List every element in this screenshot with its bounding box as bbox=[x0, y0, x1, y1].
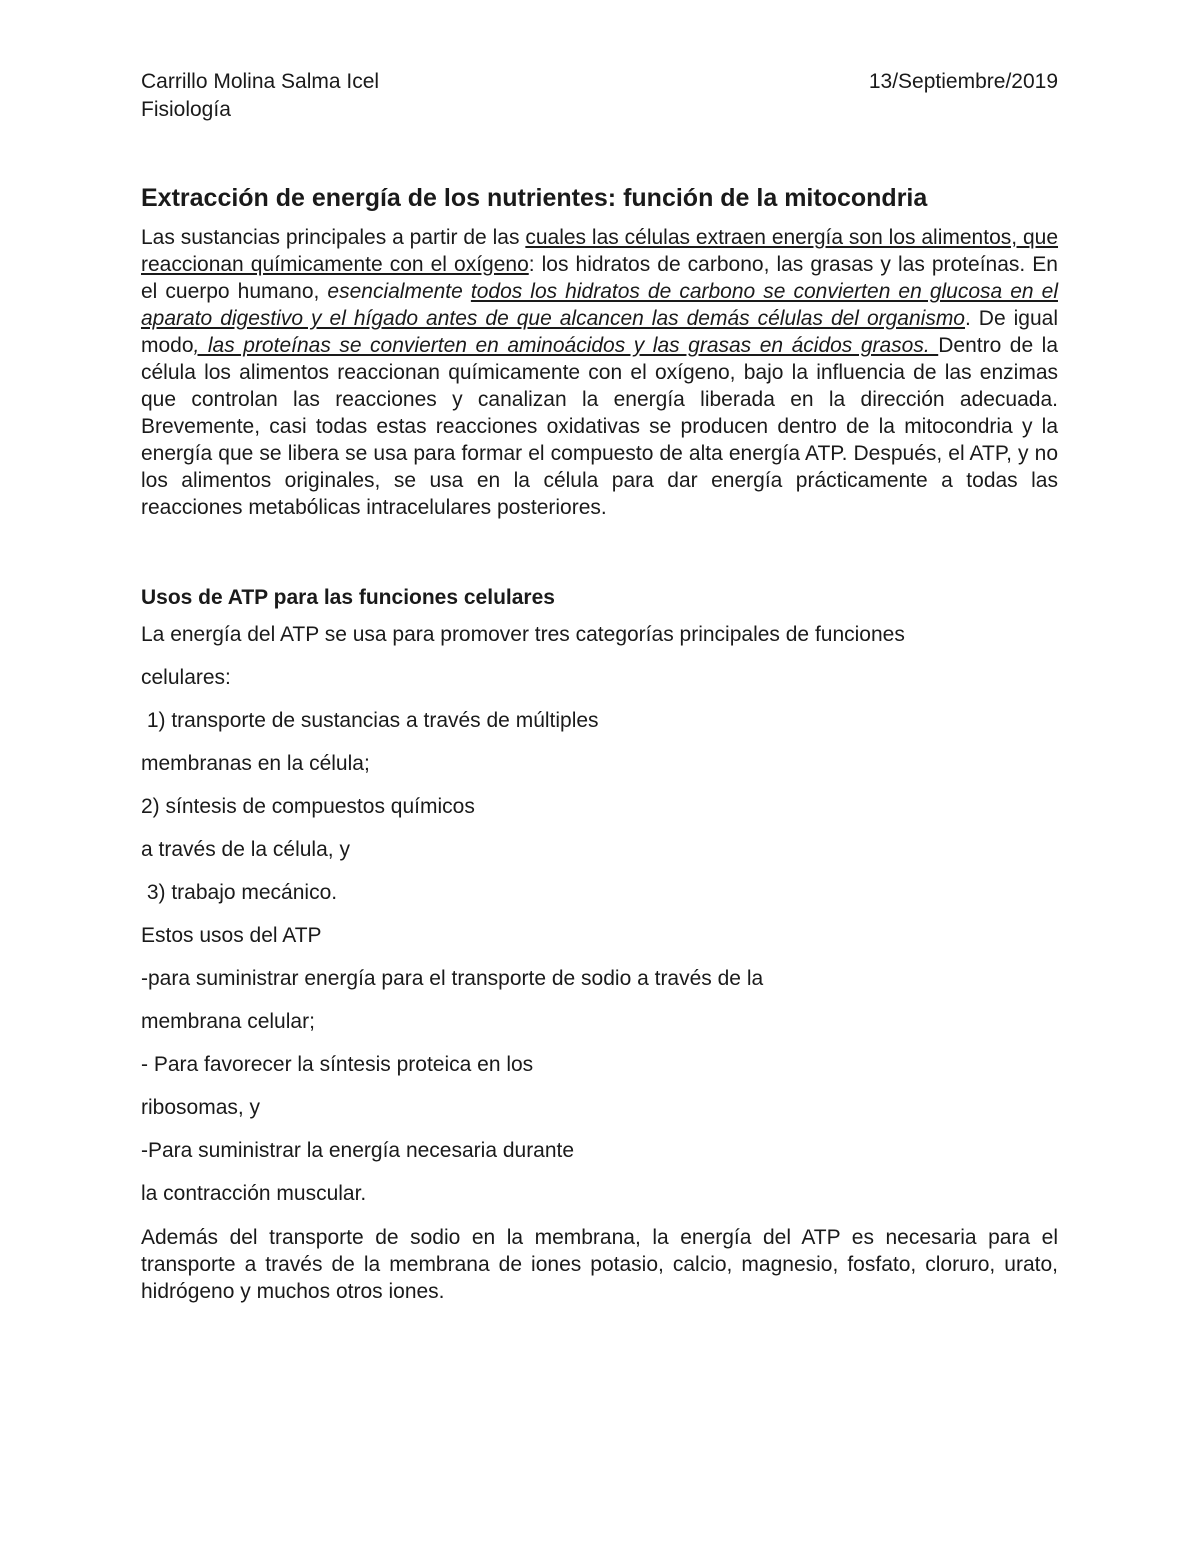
text-line: membrana celular; bbox=[141, 1010, 315, 1033]
subject-name: Fisiología bbox=[141, 98, 231, 121]
text-line: -para suministrar energía para el transporte de sodio a través de la bbox=[141, 967, 764, 990]
text-line: La energía del ATP se usa para promover tres categorías principales de funciones bbox=[141, 623, 905, 646]
text-line: a través de la célula, y bbox=[141, 838, 350, 861]
text-line: celulares: bbox=[141, 666, 231, 689]
section-title-mitochondria: Extracción de energía de los nutrientes: función de la mitocondria bbox=[141, 184, 928, 212]
underlined-text: cuales las células extraen energía son los alimentos, que reaccionan químicamente con el oxígeno bbox=[141, 226, 1059, 276]
text-line: - Para favorecer la síntesis proteica en los bbox=[141, 1053, 534, 1076]
section-title-atp-uses: Usos de ATP para las funciones celulares bbox=[141, 586, 555, 609]
text-line: -Para suministrar la energía necesaria durante bbox=[141, 1139, 575, 1162]
text-segment: : los hidratos de carbono, las grasas y las proteínas. En el cuerpo humano, bbox=[141, 253, 1058, 303]
text-segment: Dentro de la célula los alimentos reaccionan químicamente con el oxígeno, bajo la influencia de las enzimas que controlan las reacciones y canalizan la energía liberada en la dirección adecuada. Brevemente, casi todas estas reacciones oxidativas se producen dentro de la mitocondria y la energía que se libera se usa para formar el compuesto de alta energía ATP. Después, el ATP, y no los alimentos originales, se usa en la célula para dar energía prácticamente a todas las reacciones metabólicas intracelulares posteriores. bbox=[141, 334, 1059, 519]
text-line: ribosomas, y bbox=[141, 1096, 261, 1119]
text-line: 2) síntesis de compuestos químicos bbox=[141, 795, 475, 818]
text-segment: . De igual modo bbox=[141, 307, 1058, 357]
italic-underlined-text: , las proteínas se convierten en aminoácidos y las grasas en ácidos grasos. bbox=[193, 334, 939, 357]
italic-text: esencialmente bbox=[327, 280, 463, 303]
text-line: Estos usos del ATP bbox=[141, 924, 322, 947]
header-row bbox=[141, 68, 1058, 96]
text-line: membranas en la célula; bbox=[141, 752, 370, 775]
paragraph-nutrients-energy bbox=[141, 224, 1058, 521]
atp-uses-list bbox=[141, 621, 1058, 1223]
text-line: la contracción muscular. bbox=[141, 1182, 367, 1205]
text-segment: Las sustancias principales a partir de las bbox=[141, 226, 526, 249]
text-segment bbox=[463, 280, 471, 303]
text-line: 1) transporte de sustancias a través de múltiples bbox=[141, 709, 599, 732]
document-page bbox=[141, 68, 1058, 1305]
text-line: 3) trabajo mecánico. bbox=[141, 881, 338, 904]
italic-underlined-text: todos los hidratos de carbono se convierten en glucosa en el aparato digestivo y el hígado antes de que alcancen las demás células del organismo bbox=[141, 280, 1058, 330]
document-date: 13/Septiembre/2019 bbox=[868, 70, 1058, 93]
paragraph-ion-transport: Además del transporte de sodio en la membrana, la energía del ATP es necesaria para el transporte a través de la membrana de iones potasio, calcio, magnesio, fosfato, cloruro, urato, hidrógeno y muchos otros iones. bbox=[141, 1226, 1058, 1303]
author-name: Carrillo Molina Salma Icel bbox=[141, 70, 380, 93]
